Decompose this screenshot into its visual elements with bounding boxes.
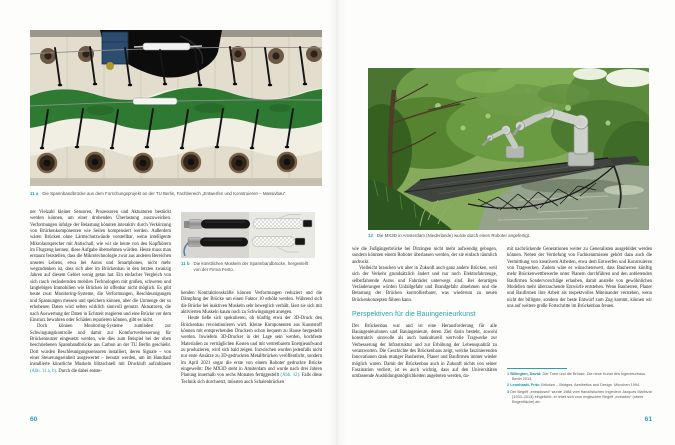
footnote-text: Der Begriff „extradosed“ wurde 1988 vom französischen Ingenieur Jacques Mathivat (1933–2013) eingeführt; er leitet sich vom englischen Begriff „extrados“ (obere Bogenfläche) ab. xyxy=(510,389,652,404)
footnote-author: Billington, David: xyxy=(510,371,542,376)
paragraph-text: Heute ließe sich spekulieren, ob künftig etwa der 3D-Druck den Brückenbau revolutionieren wird. Kleine Komponenten aus Kunststoff können mit entsprechenden Druckern schon bequem zu Hause hergestellt werden. Inwiefern 3D-Drucker in der Lage sein werden, hochfeste Materialien zu verträglichen Kosten und mit vertretbarem Energieaufwand zu produzieren, wird sich bald zeigen. Inzwischen wurden jedenfalls nicht nur erste Ansätze zu 3D-gedruckten Metallbrücken veröffentlicht, sondern im April 2021 sogar die erste von einem Roboter gedruckte Brücke eingeweiht: Die MX3D steht in Amsterdam und wurde nach drei Jahren Planung innerhalb von sechs Monaten fertiggestellt xyxy=(181,316,322,379)
footnote-number: 2 xyxy=(507,383,510,388)
page-number-left: 60 xyxy=(30,416,38,423)
footnote-author: Leonhardt, Fritz: xyxy=(510,383,541,388)
paragraph: Der Brückenbau war und ist eine Herausforderung für alle Bauingenieurinnen und Bauingenieure, deren Ziel darin besteht, sowohl konstruktiv sinnvolle als auch baukulturell wertvolle Tragwerke zur Verbesserung der Infrastruktur und zur Erhöhung der Lebensqualität zu verantworten. Die Geschichte des Brückenbaus zeigt, welche faszinierenden Innovationen dank mutiger Bauherren, Planer und Baufirmen immer wieder möglich waren. Damit der Brückenbau auch in Zukunft nichts von seiner Faszination verliert, ist es auch wichtig, dass auf den Universitäten umfassende Ausbildungsmöglichkeiten angeboten werden, da- xyxy=(352,323,497,380)
footnote-number: 3 xyxy=(507,389,510,394)
figure-reference: (Abb. 12). xyxy=(280,373,301,379)
paragraph: wie die Fußgängerbrücke bei Ditzingen nicht mehr aufwendig gebogen, sondern könnten einem Roboter überlassen werden, der sie einfach räumlich andruckt. xyxy=(352,247,497,265)
figure-12-caption xyxy=(368,233,649,239)
mx3d-bridge-photo xyxy=(368,68,649,230)
figure-reference: (Abb. 11 a, b). xyxy=(30,368,58,374)
footnote-text: Brücken – Bridges. Aesthetics and Design. München 1994. xyxy=(540,383,641,388)
footnotes xyxy=(507,368,655,406)
footnote xyxy=(507,390,655,405)
paragraph: henden Kontraktionskräfte können Verformungen reduziert und die Dämpfung der Brücke um einen Faktor 10 erhöht werden. Während sich die Brücke bei inaktiven Muskeln sehr beweglich verhält, lässt sie sich mit aktivierten Muskeln kaum noch zu Schwingungen anregen. xyxy=(181,291,322,316)
paragraph: Vielleicht brauchen wir aber in Zukunft auch ganz andere Brücken, weil sich der Verkehr grundsätzlich ändert und nur noch Elektrofahrzeuge, selbstfahrende Autos und Fahrräder unterwegs sind. Bei derartigen Veränderungen würden Unfallgefahr und Brandgefahr abnehmen und die Belastung der Brücken kontrollierbarer, was wiederum zu neuen Brückenkonzepten führen kann. xyxy=(352,266,497,303)
paragraph: mit nachrückende Generationen weiter zu Generalisten ausgebildet werden können. Neben der Vertiefung von Fachkenntnissen gehört dazu auch die Vermittlung von kreativem Arbeiten, etwa dem Entwerfen und Konstruieren von Tragwerken. Zudem wäre es wünschenswert, dass Bauherren künftig mehr Brückenwettbewerbe unter Planern durchführen und den anbietenden Baufirmen Sondervorschläge erlauben, damit anstelle von gewöhnlichen Modellen mehr überraschende Entwürfe entstehen. Wenn Bauherren, Planer und Baufirmen ihre Arbeit als respektvolles Miteinander verstehen, wenn nicht der billigste, sondern der beste Entwurf zum Zug kommt, können wir uns auf weitere große Fortschritte im Brückenbau freuen. xyxy=(507,247,652,310)
footnote-text: Der Turm und die Brücke. Die neue Kunst des Ingenieurbaus. Berlin 2013. xyxy=(512,371,647,381)
figure-11a-caption-text: Die Spannbandbrücke aus dem Forschungsprojekt an der TU Berlin, Fachbereich „Entwerfen und Konstruieren – Massivbau“. xyxy=(42,191,287,196)
figure-11b-label: 11 b xyxy=(181,261,190,266)
footnote-number: 1 xyxy=(507,371,510,376)
figure-11a-label: 11 a xyxy=(30,191,39,196)
footnote xyxy=(507,383,655,388)
paragraph: ner Vielzahl kleiner Sensoren, Prozessoren und Aktuatoren bestückt werden können, um einer drohenden Überlastung auszuweichen. Verformungen infolge der Belastung könnten interaktiv durch Verkürzung von Brückenkomponenten wie Seilen kompensiert werden. Außerdem wären Brücken ohne Lärmschutzwände vorstellbar, wenn intelligente Mikrolautsprecher mit Antischall, wie wir sie heute von den Kopfhörern im Flugzeug kennen, diese Aufgabe übernehmen würden. Heute muss man erstaunt feststellen, dass die Mikrotechnologie zwar aus anderen Bereichen unseres Lebens, etwa bei Autos und Smartphones, nicht mehr wegzudenken ist, dass sich aber im Brückenbau in den letzten zwanzig Jahren auf diesem Gebiet wenig getan hat. Ein einfacher Vergleich von sich rasch verändernden mobilen Technologien mit großen, schweren und langlebigen Immobilien wie Brücken ist offenbar nicht möglich. Es gibt heute zwar Monitoring-Systeme, die Verformungen, Beschleunigungen und Spannungen messen und speichern können, aber die Unmenge der so erhobenen Daten wird selten wirklich sinnvoll genutzt. Aktuatoren, die nach Auswertung der Daten in Echtzeit reagieren und eine Brücke vor dem Einsturz bewahren oder Schäden reparieren können, gibt es nicht. xyxy=(30,210,171,323)
paragraph-text: Durch die dabei entste- xyxy=(57,368,102,374)
paragraph-text: Doch können Monitoring-Systeme zumindest zur Schwingungskontrolle und damit zur Komfortverbesserung für Brückennutzer eingesetzt werden, wie dies zum Beispiel bei der oben beschriebenen Spannbandbrücke aus Carbon an der TU Berlin geschieht. Dort wurden Beschleunigungssensoren installiert, deren Signale – von einer Steuerungseinheit ausgewertet – benutzt werden, um im Handlauf installierte künstliche Muskeln blitzschnell mit Druckluft aufzublasen xyxy=(30,324,171,368)
footnote-rule xyxy=(507,368,567,369)
paragraph-text: Falls diese Technik sich durchsetzt, müssten auch Schalenbrücken xyxy=(181,373,322,385)
right-column-2 xyxy=(507,247,652,310)
footnote xyxy=(507,372,655,382)
page-number-right: 61 xyxy=(644,416,652,423)
figure-12 xyxy=(368,68,649,230)
right-column-1 xyxy=(352,247,497,381)
figure-12-label: 12 xyxy=(368,233,373,238)
figure-11b-caption-text: Die künstlichen Muskeln der Spannbandbrücke, hergestellt von der Firma Festo. xyxy=(193,261,309,272)
figure-12-caption-text: Die MX3D in Amsterdam (Niederlande) wurde durch einen Roboter angefertigt. xyxy=(376,233,531,238)
section-heading: Perspektiven für die Bauingenieurkunst xyxy=(352,311,476,319)
